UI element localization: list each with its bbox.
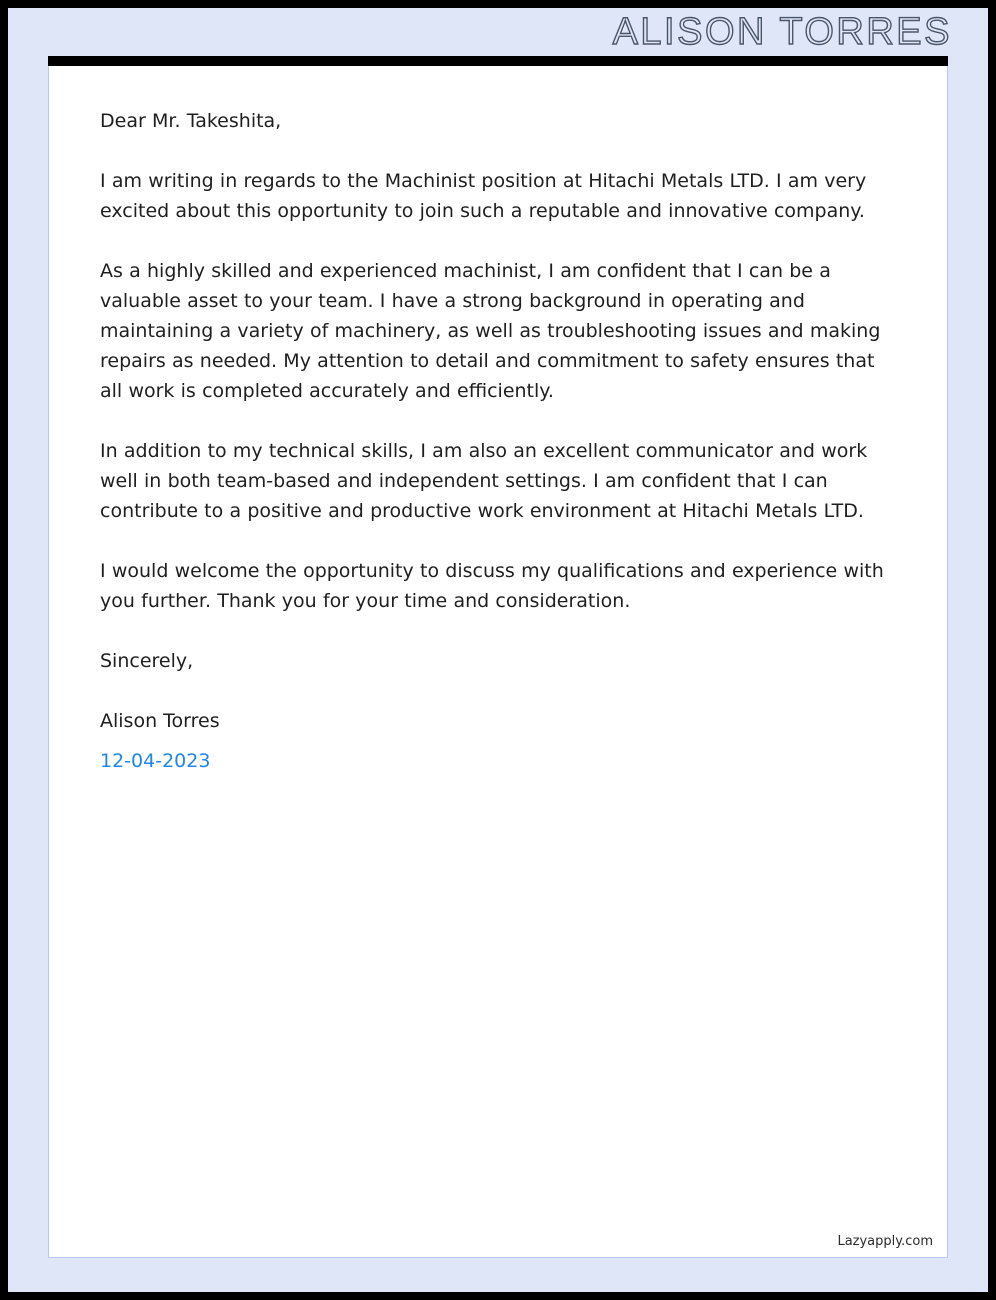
letter-paragraph-2: As a highly skilled and experienced machinist, I am confident that I can be a valuable asset to your team. I have a strong background in operating and maintaining a variety of machinery, as well as troubleshooting issues and making repairs as needed. My attention to detail and commitment to safety ensures that all work is completed accurately and efficiently. bbox=[100, 260, 881, 402]
document-page-frame bbox=[8, 8, 988, 1292]
signature-name: Alison Torres bbox=[100, 710, 220, 732]
letter-paragraph-1: I am writing in regards to the Machinist position at Hitachi Metals LTD. I am very excited about this opportunity to join such a reputable and innovative company. bbox=[100, 170, 867, 222]
letter-body bbox=[100, 106, 896, 776]
letter-paragraph-3: In addition to my technical skills, I am also an excellent communicator and work well in both team-based and independent settings. I am confident that I can contribute to a positive and productive work environment at Hitachi Metals LTD. bbox=[100, 440, 868, 522]
letter-date: 12-04-2023 bbox=[100, 750, 211, 772]
letter-salutation: Dear Mr. Takeshita, bbox=[100, 110, 282, 132]
letter-closing: Sincerely, bbox=[100, 650, 194, 672]
signature-block bbox=[100, 706, 896, 776]
letterhead-name: ALISON TORRES bbox=[612, 11, 952, 53]
letter-sheet bbox=[48, 66, 948, 1258]
header-divider-rule bbox=[48, 56, 948, 66]
letter-paragraph-4: I would welcome the opportunity to discuss my qualifications and experience with you further. Thank you for your time and consideration. bbox=[100, 560, 884, 612]
letterhead bbox=[8, 8, 988, 56]
footer-brand: Lazyapply.com bbox=[837, 1234, 933, 1249]
